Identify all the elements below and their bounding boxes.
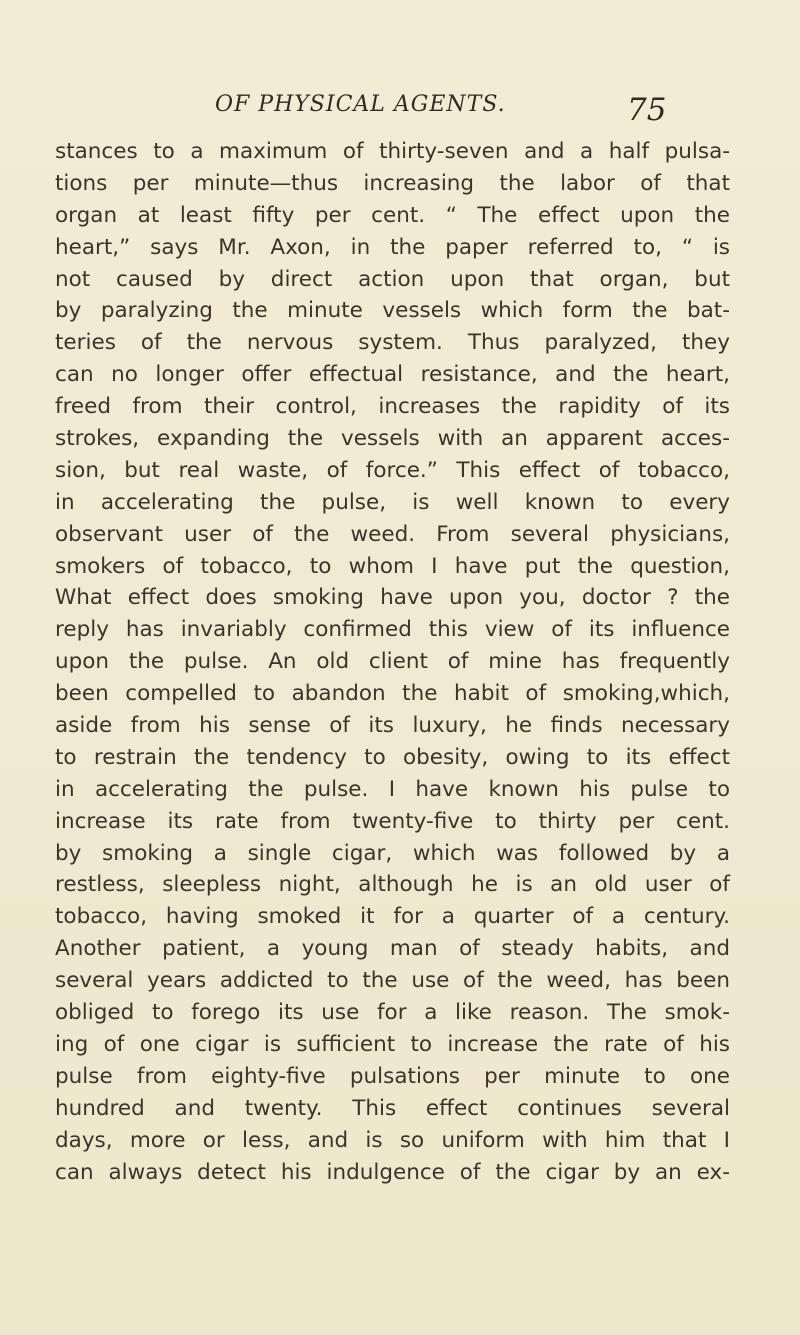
text-line: reply has invariably confirmed this view of its influence (55, 617, 730, 643)
text-line: not caused by direct action upon that organ, but (55, 266, 730, 292)
text-line: aside from his sense of its luxury, he finds necessary (55, 713, 730, 739)
text-line: sion, but real waste, of force.” This effect of tobacco, (55, 457, 730, 483)
text-line: can no longer offer effectual resistance, and the heart, (55, 362, 730, 388)
text-line: ing of one cigar is sufficient to increase the rate of his (55, 1031, 730, 1057)
text-line: can always detect his indulgence of the cigar by an ex- (55, 1159, 730, 1185)
text-line: heart,” says Mr. Axon, in the paper referred to, “ is (55, 234, 730, 260)
text-line: Another patient, a young man of steady habits, and (55, 936, 730, 962)
text-line: by smoking a single cigar, which was followed by a (55, 840, 730, 866)
text-line: increase its rate from twenty-five to thirty per cent. (55, 808, 730, 834)
text-line: tobacco, having smoked it for a quarter of a century. (55, 904, 730, 930)
text-line: restless, sleepless night, although he is an old user of (55, 872, 730, 898)
text-line: tions per minute—thus increasing the labor of that (55, 170, 730, 196)
text-line: been compelled to abandon the habit of smoking,which, (55, 681, 730, 707)
text-line: in accelerating the pulse. I have known his pulse to (55, 776, 730, 802)
text-line: upon the pulse. An old client of mine has frequently (55, 649, 730, 675)
text-line: organ at least fifty per cent. “ The effect upon the (55, 202, 730, 228)
page-number: 75 (627, 92, 667, 128)
text-line: hundred and twenty. This effect continues several (55, 1095, 730, 1121)
text-line: freed from their control, increases the rapidity of its (55, 394, 730, 420)
text-line: teries of the nervous system. Thus paralyzed, they (55, 330, 730, 356)
text-line: days, more or less, and is so uniform with him that I (55, 1127, 730, 1153)
body-text (55, 136, 730, 1188)
text-line: What effect does smoking have upon you, doctor ? the (55, 585, 730, 611)
running-head: OF PHYSICAL AGENTS. (215, 92, 506, 117)
text-line: pulse from eighty-five pulsations per minute to one (55, 1063, 730, 1089)
text-line: by paralyzing the minute vessels which form the bat- (55, 298, 730, 324)
text-line: several years addicted to the use of the weed, has been (55, 968, 730, 994)
text-line: observant user of the weed. From several physicians, (55, 521, 730, 547)
text-line: stances to a maximum of thirty-seven and a half pulsa- (55, 139, 730, 164)
text-line: to restrain the tendency to obesity, owing to its effect (55, 744, 730, 770)
text-line: smokers of tobacco, to whom I have put the question, (55, 553, 730, 579)
text-line: obliged to forego its use for a like reason. The smok- (55, 1000, 730, 1026)
text-line: strokes, expanding the vessels with an apparent acces- (55, 426, 730, 452)
text-line: in accelerating the pulse, is well known to every (55, 489, 730, 515)
